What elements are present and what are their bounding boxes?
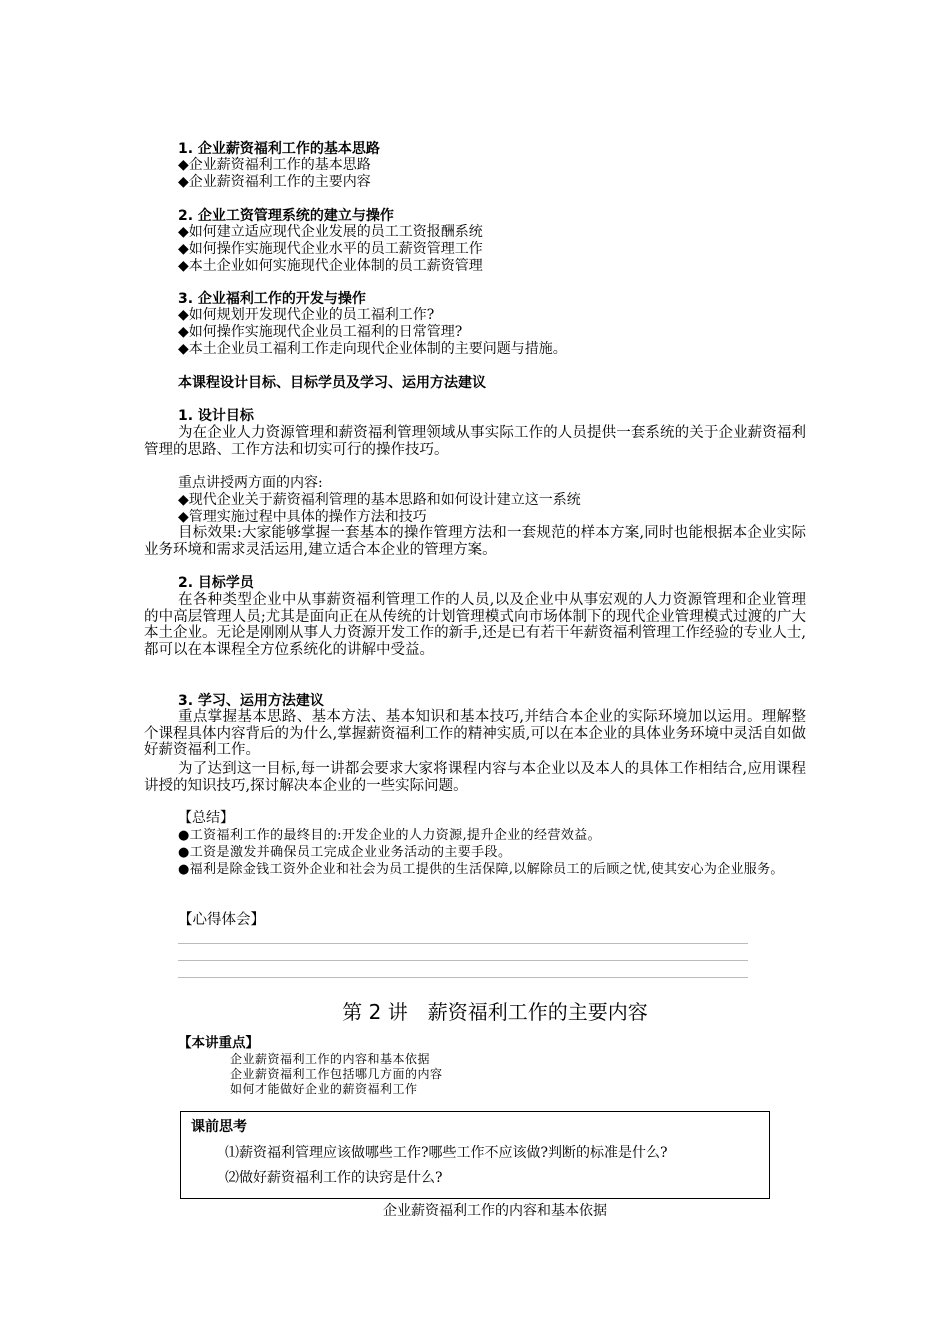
section-1-bullet-2: ◆企业薪资福利工作的主要内容 <box>178 174 371 190</box>
section-2-heading: 2. 企业工资管理系统的建立与操作 <box>178 208 394 224</box>
summary-item-1: ●工资福利工作的最终目的:开发企业的人力资源,提升企业的经营效益。 <box>178 828 602 843</box>
section-3-bullet-2: ◆如何操作实施现代企业员工福利的日常管理? <box>178 324 463 340</box>
section-3-bullet-1: ◆如何规划开发现代企业的员工福利工作? <box>178 307 435 323</box>
target-students-heading: 2. 目标学员 <box>178 575 254 591</box>
reflection-title: 【心得体会】 <box>178 912 265 928</box>
design-goal-heading: 1. 设计目标 <box>178 408 254 424</box>
method-heading: 3. 学习、运用方法建议 <box>178 693 324 709</box>
section-1-bullet-1: ◆企业薪资福利工作的基本思路 <box>178 157 371 173</box>
summary-item-2: ●工资是激发并确保员工完成企业业务活动的主要手段。 <box>178 845 512 860</box>
design-goal-paragraph: 为在企业人力资源管理和薪资福利管理领域从事实际工作的人员提供一套系统的关于企业薪资福利管理的思路、工作方法和切实可行的操作技巧。 <box>144 425 806 458</box>
section-3-bullet-3: ◆本土企业员工福利工作走向现代企业体制的主要问题与措施。 <box>178 341 567 357</box>
lecture-2-title: 第 2 讲 薪资福利工作的主要内容 <box>342 1000 648 1024</box>
design-goal-intro: 重点讲授两方面的内容: <box>178 475 323 491</box>
reflection-line-2 <box>178 960 748 961</box>
section-caption: 企业薪资福利工作的内容和基本依据 <box>383 1203 607 1219</box>
section-2-bullet-2: ◆如何操作实施现代企业水平的员工薪资管理工作 <box>178 241 483 257</box>
section-2-bullet-3: ◆本土企业如何实施现代企业体制的员工薪资管理 <box>178 258 483 274</box>
reflection-line-1 <box>178 943 748 944</box>
design-goal-bullet-1: ◆现代企业关于薪资福利管理的基本思路和如何设计建立这一系统 <box>178 492 581 508</box>
key-point-3: 如何才能做好企业的薪资福利工作 <box>230 1082 418 1096</box>
section-1-heading: 1. 企业薪资福利工作的基本思路 <box>178 141 380 157</box>
key-points-title: 【本讲重点】 <box>178 1035 259 1051</box>
section-2-bullet-1: ◆如何建立适应现代企业发展的员工工资报酬系统 <box>178 224 483 240</box>
section-3-heading: 3. 企业福利工作的开发与操作 <box>178 291 366 307</box>
design-goal-bullet-2: ◆管理实施过程中具体的操作方法和技巧 <box>178 509 427 525</box>
design-goal-effect: 目标效果:大家能够掌握一套基本的操作管理方法和一套规范的样本方案,同时也能根据本企业实际业务环境和需求灵活运用,建立适合本企业的管理方案。 <box>144 525 806 558</box>
pre-thinking-question-1: ⑴薪资福利管理应该做哪些工作?哪些工作不应该做?判断的标准是什么? <box>225 1145 668 1161</box>
course-design-title: 本课程设计目标、目标学员及学习、运用方法建议 <box>178 375 486 391</box>
pre-thinking-box <box>180 1111 770 1199</box>
target-students-paragraph: 在各种类型企业中从事薪资福利管理工作的人员,以及企业中从事宏观的人力资源管理和企业管理的中高层管理人员;尤其是面向正在从传统的计划管理模式向市场体制下的现代企业管理模式过渡的广大本土企业。无论是刚刚从事人力资源开发工作的新手,还是已有若干年薪资福利管理工作经验的专业人士,都可以在本课程全方位系统化的讲解中受益。 <box>144 592 806 658</box>
summary-title: 【总结】 <box>178 810 234 826</box>
method-paragraph-1: 重点掌握基本思路、基本方法、基本知识和基本技巧,并结合本企业的实际环境加以运用。理解整个课程具体内容背后的为什么,掌握薪资福利工作的精神实质,可以在本企业的具体业务环境中灵活自如做好薪资福利工作。 <box>144 709 806 759</box>
summary-item-3: ●福利是除金钱工资外企业和社会为员工提供的生活保障,以解除员工的后顾之忧,使其安心为企业服务。 <box>178 862 784 877</box>
reflection-line-3 <box>178 977 748 978</box>
pre-thinking-question-2: ⑵做好薪资福利工作的诀窍是什么? <box>225 1170 443 1186</box>
method-paragraph-2: 为了达到这一目标,每一讲都会要求大家将课程内容与本企业以及本人的具体工作相结合,应用课程讲授的知识技巧,探讨解决本企业的一些实际问题。 <box>144 761 806 794</box>
pre-thinking-title: 课前思考 <box>191 1119 247 1135</box>
key-point-1: 企业薪资福利工作的内容和基本依据 <box>230 1052 431 1066</box>
key-point-2: 企业薪资福利工作包括哪几方面的内容 <box>230 1067 443 1081</box>
